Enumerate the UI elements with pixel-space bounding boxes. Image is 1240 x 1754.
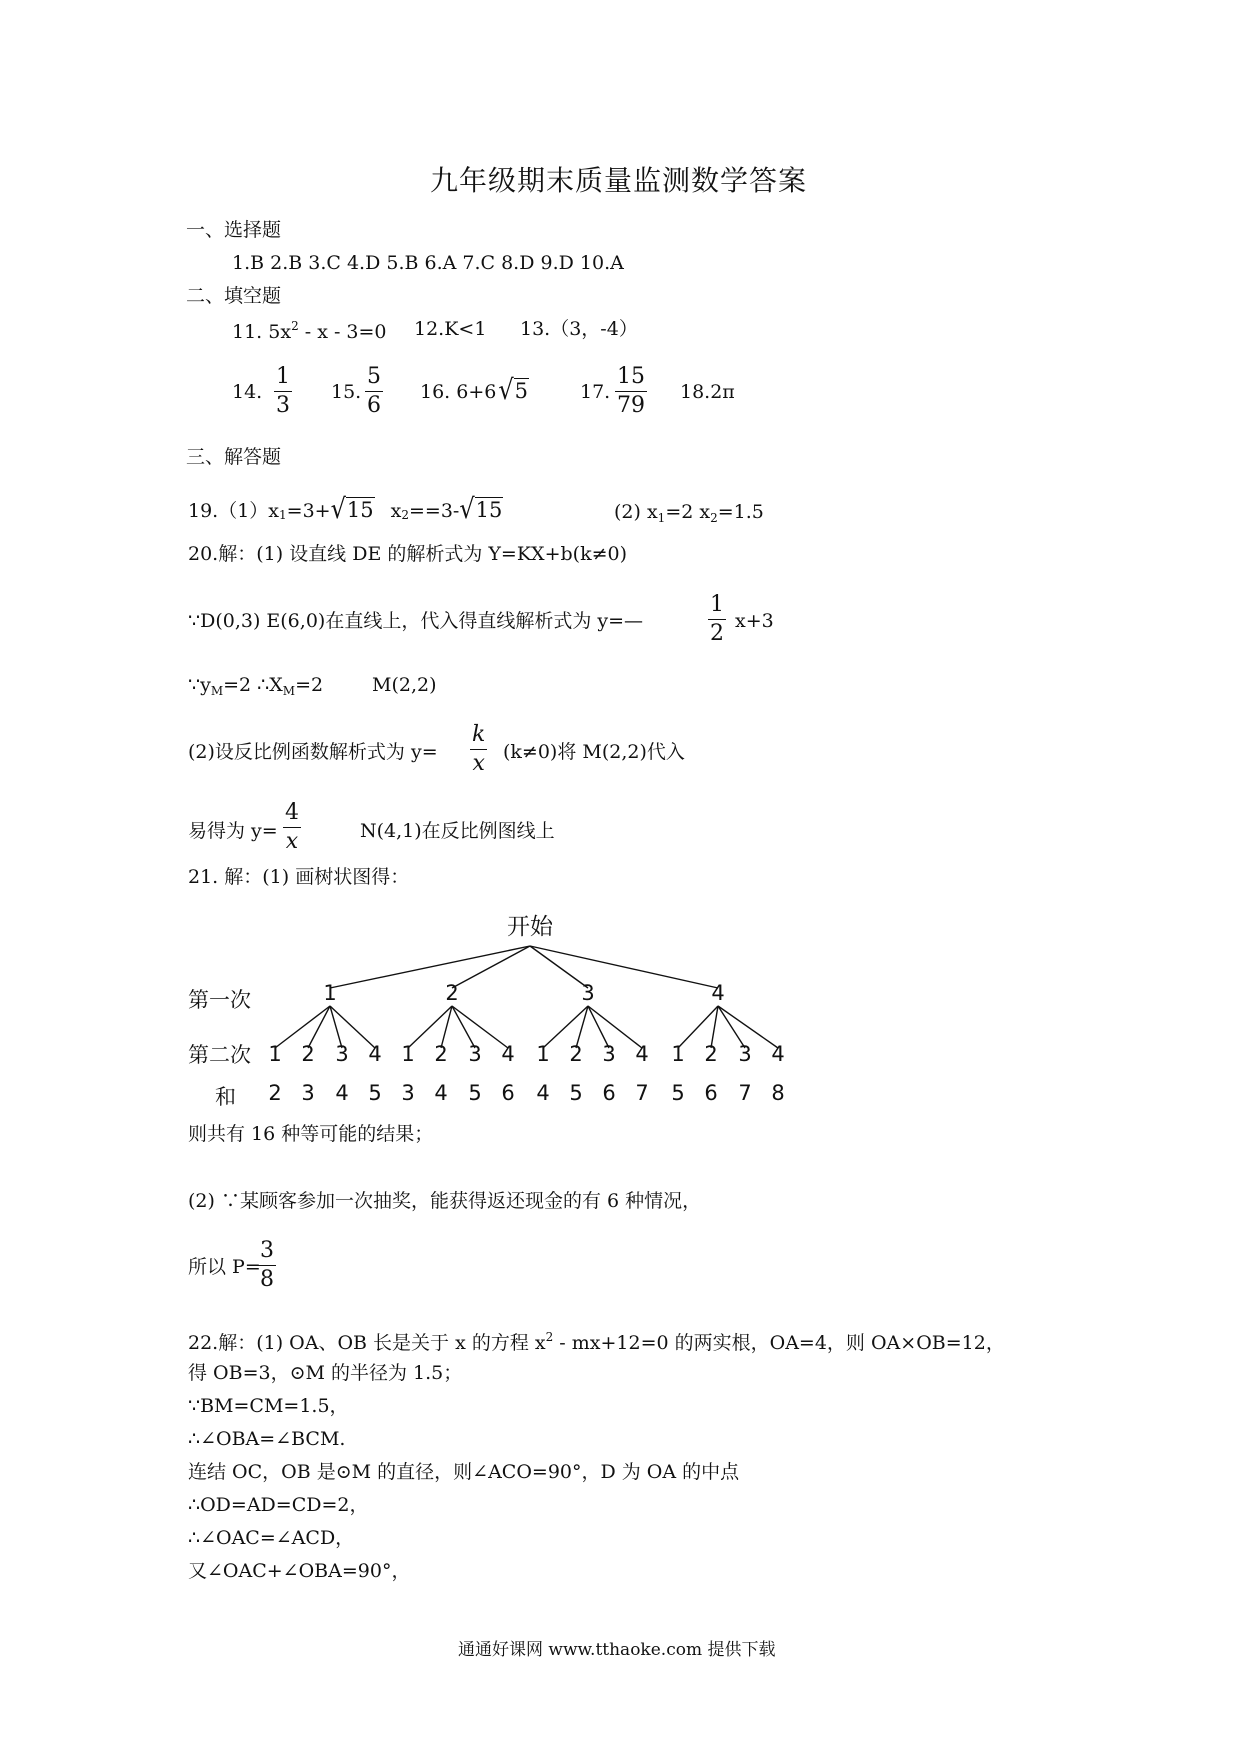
answer-20-fraction-4x xyxy=(283,802,301,853)
answer-21-fraction xyxy=(258,1240,276,1291)
answer-20-line3: $\because y_M=2$ $\therefore X_M=2$ xyxy=(188,674,324,698)
answer-11: 11. $5x^2 - x - 3=0$ xyxy=(232,319,387,343)
answer-18: 18.2π xyxy=(680,381,735,403)
tree-second-node: 4 xyxy=(635,1042,649,1066)
answer-20-line5-tail: N(4,1)在反比例图线上 xyxy=(360,820,555,842)
answer-22-line1: 22.解：(1) OA、OB 长是关于 x 的方程 $x^2 - mx+12=0$ 的两实根，OA=4，则 OA×OB=12， xyxy=(188,1330,1005,1354)
tree-second-node: 4 xyxy=(771,1042,785,1066)
tree-sum-value: 2 xyxy=(268,1081,282,1105)
fraction-denominator: x xyxy=(285,829,299,854)
answer-19-part2: (2) $x_1=2$ $x_2=1.5$ xyxy=(614,501,764,525)
tree-lines xyxy=(275,946,778,1048)
section-fill-heading: 二、填空题 xyxy=(186,285,282,307)
section-choice-heading: 一、选择题 xyxy=(186,219,282,241)
answer-16: 16. 6+6 √ 5 xyxy=(420,373,529,407)
tree-first-node: 4 xyxy=(711,981,725,1005)
fraction-numerator: 3 xyxy=(260,1238,274,1263)
tree-second-node: 4 xyxy=(368,1042,382,1066)
fraction-numerator: k xyxy=(472,722,486,747)
answer-21-line1: 21. 解：(1) 画树状图得： xyxy=(188,866,410,888)
answer-20-fraction xyxy=(708,594,726,645)
tree-diagram xyxy=(0,900,1240,1120)
tree-second-node: 2 xyxy=(301,1042,315,1066)
answer-14-fraction xyxy=(274,366,292,417)
answer-20-line4-tail: (k≠0)将 M(2,2)代入 xyxy=(503,741,685,763)
answer-20-fraction-kx xyxy=(470,724,487,775)
tree-row1-label: 第一次 xyxy=(188,988,251,1012)
answer-19-part1: 19.（1）x 1 =3+ √ 15 x 2 ==3- √ 15 xyxy=(188,492,503,526)
choice-answers: 1.B 2.B 3.C 4.D 5.B 6.A 7.C 8.D 9.D 10.A xyxy=(232,252,624,274)
tree-second-node: 2 xyxy=(569,1042,583,1066)
tree-second-node: 3 xyxy=(602,1042,616,1066)
answer-21-line2: 则共有 16 种等可能的结果； xyxy=(188,1123,434,1145)
section-solve-heading: 三、解答题 xyxy=(186,446,282,468)
tree-sum-value: 6 xyxy=(602,1081,616,1105)
answer-20-line2: ∵D(0,3) E(6,0)在直线上，代入得直线解析式为 y=— xyxy=(188,610,644,632)
tree-sum-value: 7 xyxy=(738,1081,752,1105)
tree-second-node: 4 xyxy=(501,1042,515,1066)
answer-20-line2-tail: x+3 xyxy=(735,610,774,632)
sqrt-symbol: √ 15 xyxy=(330,492,374,526)
tree-second-node: 3 xyxy=(738,1042,752,1066)
fraction-denominator: x xyxy=(472,751,485,776)
answer-22-line6: ∴OD=AD=CD=2， xyxy=(188,1494,369,1516)
tree-second-node: 2 xyxy=(434,1042,448,1066)
tree-sum-value: 5 xyxy=(671,1081,685,1105)
answer-22-line4: ∴∠OBA=∠BCM. xyxy=(188,1428,346,1450)
page-footer: 通通好课网 www.tthaoke.com 提供下载 xyxy=(458,1640,776,1660)
fraction-denominator: 6 xyxy=(367,393,381,418)
tree-second-node: 3 xyxy=(468,1042,482,1066)
tree-first-node: 1 xyxy=(323,981,337,1005)
sqrt-symbol: √ 15 xyxy=(459,492,503,526)
fraction-numerator: 1 xyxy=(710,592,724,617)
tree-sum-value: 4 xyxy=(434,1081,448,1105)
fraction-numerator: 1 xyxy=(276,364,290,389)
tree-second-node: 1 xyxy=(401,1042,415,1066)
fraction-denominator: 79 xyxy=(617,393,645,418)
tree-sum-value: 7 xyxy=(635,1081,649,1105)
fraction-denominator: 3 xyxy=(276,393,290,418)
answer-14-label: 14. xyxy=(232,381,263,403)
fraction-numerator: 15 xyxy=(617,364,645,389)
answer-20-point-m: M(2,2) xyxy=(372,674,437,696)
answer-15-fraction xyxy=(365,366,383,417)
tree-sum-value: 4 xyxy=(536,1081,550,1105)
fraction-numerator: 5 xyxy=(367,364,381,389)
tree-first-node: 2 xyxy=(445,981,459,1005)
answer-21-line4: 所以 P= xyxy=(188,1256,261,1278)
tree-sum-value: 5 xyxy=(368,1081,382,1105)
answer-21-line3: (2) ∵某顾客参加一次抽奖，能获得返还现金的有 6 种情况， xyxy=(188,1190,702,1212)
tree-root: 开始 xyxy=(507,914,553,940)
tree-sum-value: 5 xyxy=(468,1081,482,1105)
answer-22-line8: 又∠OAC+∠OBA=90°， xyxy=(188,1560,411,1582)
tree-sum-value: 3 xyxy=(301,1081,315,1105)
answer-20-line5: 易得为 y= xyxy=(188,820,278,842)
fraction-denominator: 8 xyxy=(260,1267,274,1292)
tree-second-node: 3 xyxy=(335,1042,349,1066)
tree-row3-label: 和 xyxy=(215,1085,236,1109)
answer-22-line7: ∴∠OAC=∠ACD， xyxy=(188,1527,355,1549)
fraction-denominator: 2 xyxy=(710,621,724,646)
tree-sum-value: 5 xyxy=(569,1081,583,1105)
answer-13: 13.（3，-4） xyxy=(520,318,638,340)
tree-second-node: 2 xyxy=(704,1042,718,1066)
answer-17-fraction xyxy=(615,366,647,417)
page-title: 九年级期末质量监测数学答案 xyxy=(430,164,808,197)
tree-second-node: 1 xyxy=(671,1042,685,1066)
tree-sum-value: 6 xyxy=(501,1081,515,1105)
sqrt-symbol: √ 5 xyxy=(498,373,529,407)
answer-20-line4: (2)设反比例函数解析式为 y= xyxy=(188,741,438,763)
fraction-numerator: 4 xyxy=(285,800,299,825)
tree-sum-value: 6 xyxy=(704,1081,718,1105)
tree-sum-value: 8 xyxy=(771,1081,785,1105)
tree-second-node: 1 xyxy=(536,1042,550,1066)
answer-22-line3: ∵BM=CM=1.5， xyxy=(188,1395,349,1417)
answer-12: 12.K<1 xyxy=(414,318,487,340)
answer-20-line1: 20.解：(1) 设直线 DE 的解析式为 Y=KX+b(k≠0) xyxy=(188,543,628,565)
tree-second-node: 1 xyxy=(268,1042,282,1066)
answer-22-line5: 连结 OC，OB 是⊙M 的直径，则∠ACO=90°，D 为 OA 的中点 xyxy=(188,1461,740,1483)
answer-17-label: 17. xyxy=(580,381,611,403)
tree-sum-value: 3 xyxy=(401,1081,415,1105)
tree-sum-value: 4 xyxy=(335,1081,349,1105)
tree-row2-label: 第二次 xyxy=(188,1043,251,1067)
answer-22-line2: 得 OB=3，⊙M 的半径为 1.5； xyxy=(188,1362,463,1384)
answer-15-label: 15. xyxy=(331,381,362,403)
tree-first-node: 3 xyxy=(581,981,595,1005)
